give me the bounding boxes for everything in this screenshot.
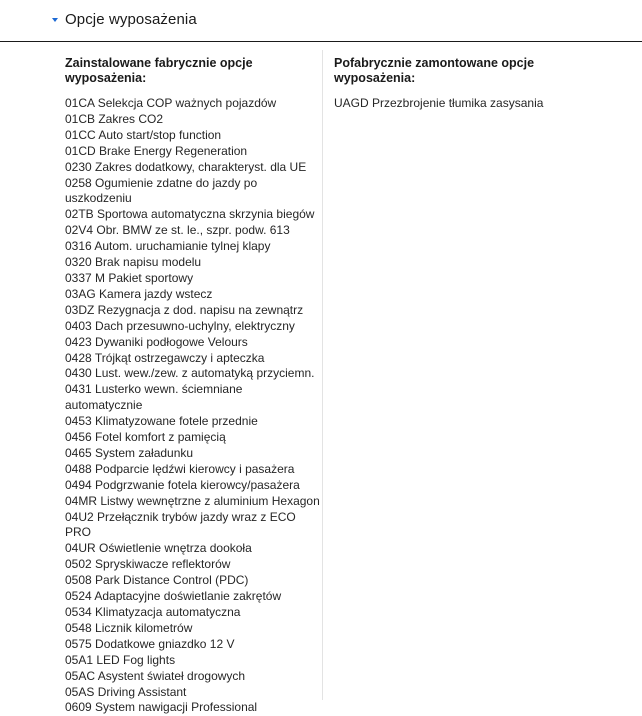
- option-item: 04UR Oświetlenie wnętrza dookoła: [65, 541, 252, 556]
- option-item: 0456 Fotel komfort z pamięcią: [65, 430, 226, 445]
- option-item: 01CA Selekcja COP ważnych pojazdów: [65, 96, 277, 110]
- factory-options-column: [65, 56, 323, 716]
- option-item: 02V4 Obr. BMW ze st. le., szpr. podw. 613: [65, 223, 290, 238]
- option-item: 0548 Licznik kilometrów: [65, 620, 193, 635]
- option-item: 0508 Park Distance Control (PDC): [65, 573, 249, 588]
- retrofit-options-column: [334, 56, 574, 112]
- option-item: 0524 Adaptacyjne doświetlanie zakrętów: [65, 589, 282, 604]
- option-item: 0430 Lust. wew./zew. z automatyką przyciemn.: [65, 366, 315, 381]
- option-item: 0465 System załadunku: [65, 445, 194, 460]
- option-item: 0428 Trójkąt ostrzegawczy i apteczka: [65, 350, 265, 365]
- option-item: UAGD Przezbrojenie tłumika zasysania: [334, 96, 544, 110]
- option-item: 0534 Klimatyzacja automatyczna: [65, 605, 241, 619]
- option-item: 04MR Listwy wewnętrzne z aluminium Hexagon: [65, 493, 320, 508]
- option-item: 04U2 Przełącznik trybów jazdy wraz z ECO PRO: [65, 509, 296, 540]
- option-item: 0488 Podparcie lędźwi kierowcy i pasażera: [65, 461, 295, 476]
- options-section-header[interactable]: [0, 0, 642, 42]
- retrofit-options-list: [334, 96, 574, 112]
- options-section-toggle[interactable]: [52, 11, 197, 28]
- option-item: 0320 Brak napisu modelu: [65, 255, 202, 270]
- option-item: 0453 Klimatyzowane fotele przednie: [65, 414, 258, 429]
- option-item: 01CC Auto start/stop function: [65, 127, 222, 142]
- option-item: 05AS Driving Assistant: [65, 684, 187, 699]
- factory-options-list: [65, 96, 323, 716]
- option-item: 0575 Dodatkowe gniazdko 12 V: [65, 636, 235, 651]
- factory-options-heading: Zainstalowane fabrycznie opcje wyposażenia:: [65, 56, 253, 85]
- option-item: 0316 Autom. uruchamianie tylnej klapy: [65, 239, 271, 254]
- chevron-down-icon: [52, 18, 58, 22]
- option-item: 0502 Spryskiwacze reflektorów: [65, 557, 231, 572]
- option-item: 0403 Dach przesuwno-uchylny, elektryczny: [65, 318, 295, 333]
- option-item: 0230 Zakres dodatkowy, charakteryst. dla UE: [65, 159, 307, 174]
- option-item: 01CD Brake Energy Regeneration: [65, 143, 248, 158]
- option-item: 03DZ Rezygnacja z dod. napisu na zewnątrz: [65, 302, 304, 317]
- option-item: 02TB Sportowa automatyczna skrzynia biegów: [65, 207, 315, 222]
- option-item: 05AC Asystent świateł drogowych: [65, 668, 246, 683]
- section-title: Opcje wyposażenia: [65, 11, 197, 28]
- option-item: 01CB Zakres CO2: [65, 111, 164, 126]
- option-item: 05A1 LED Fog lights: [65, 652, 176, 667]
- option-item: 03AG Kamera jazdy wstecz: [65, 286, 213, 301]
- retrofit-options-heading: Pofabrycznie zamontowane opcje wyposażenia:: [334, 56, 535, 85]
- option-item: 0431 Lusterko wewn. ściemniane automatycznie: [65, 382, 243, 413]
- option-item: 0494 Podgrzwanie fotela kierowcy/pasażera: [65, 477, 300, 492]
- option-item: 0609 System nawigacji Professional: [65, 700, 258, 715]
- option-item: 0258 Ogumienie zdatne do jazdy po uszkodzeniu: [65, 175, 258, 206]
- option-item: 0423 Dywaniki podłogowe Velours: [65, 334, 248, 349]
- option-item: 0337 M Pakiet sportowy: [65, 270, 194, 285]
